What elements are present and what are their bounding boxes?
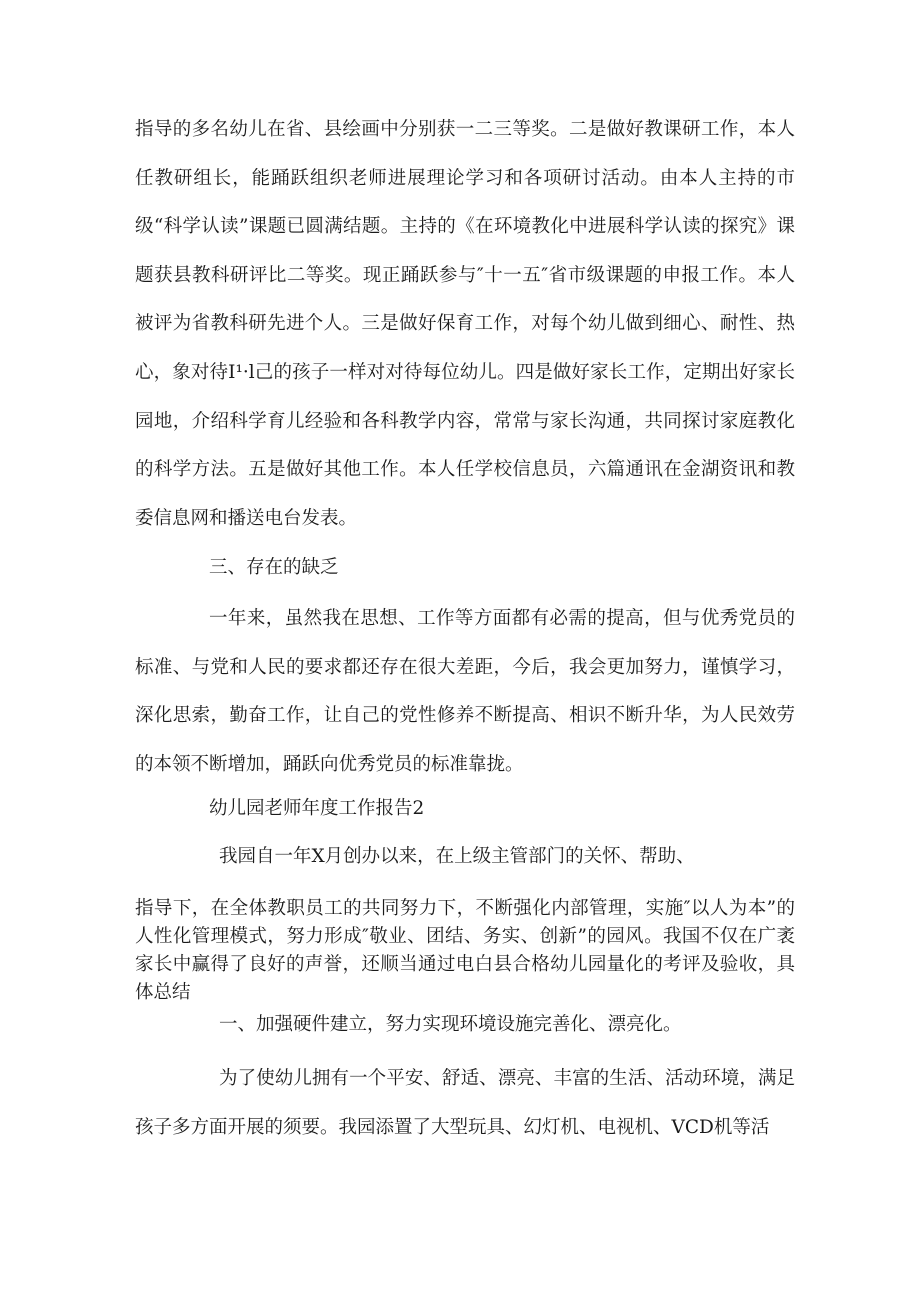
paragraph-management: 指导下，在全体教职员工的共同努力下，不断强化内部管理，实施″以人为本”的人性化管理模式，努力形成″敬业、团结、务实、创新”的园风。我国不仅在广袤家长中赢得了良好的声誉，还顺当通过电白县合格幼儿园量化的考评及验收，具体总结 [135,898,795,1003]
paragraph-environment: 为了使幼儿拥有一个平安、舒适、漂亮、丰富的生活、活动环境，满足孩子多方面开展的须要。我园添置了大型玩具、幻灯机、电视机、VCD机等活 [135,1068,795,1138]
paragraph-shortcomings: 一年来，虽然我在思想、工作等方面都有必需的提高，但与优秀党员的标准、与党和人民的要求都还存在很大差距，今后，我会更加努力，谨慎学习，深化思索，勤奋工作，让自己的党性修养不断提高、相识不断升华，为人民效劳的本领不断增加，踊跃向优秀党员的标准靠拢。 [135,608,795,775]
paragraph-work-summary: 指导的多名幼儿在省、县绘画中分别获一二三等奖。二是做好教课研工作，本人任教研组长，能踊跃组织老师进展理论学习和各项研讨活动。由本人主持的市级“科学认读”课题已圆满结题。主持的《在环境教化中进展科学认读的探究》课题获县教科研评比二等奖。现正踊跃参与″十一五″省市级课题的申报工作。本人被评为省教科研先进个人。三是做好保育工作，对每个幼儿做到细心、耐性、热心，象对待I¹·l己的孩子一样对对待每位幼儿。四是做好家长工作，定期出好家长园地，介绍科学育儿经验和各科教学内容，常常与家长沟通，共同探讨家庭教化的科学方法。五是做好其他工作。本人任学校信息员，六篇通讯在金湖资讯和教委信息网和播送电台发表。 [135,119,795,529]
paragraph-intro: 我园自一年X月创办以来，在上级主管部门的关怀、帮助、 [219,846,695,867]
section-heading-shortcomings: 三、存在的缺乏 [209,557,339,578]
report-title: 幼儿园老师年度工作报告2 [209,798,425,819]
section-heading-hardware: 一、加强硬件建立，努力实现环境设施完善化、漂亮化。 [219,1014,682,1035]
